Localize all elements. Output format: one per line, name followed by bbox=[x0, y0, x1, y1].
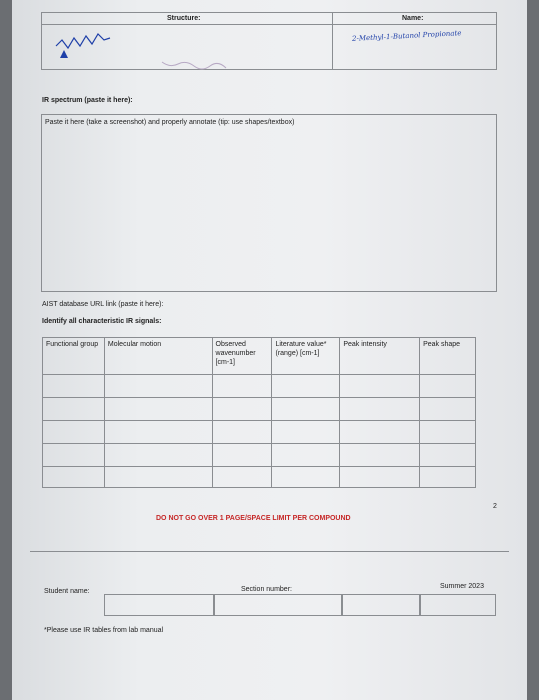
header-vertical-divider bbox=[332, 12, 333, 70]
table-row[interactable] bbox=[43, 398, 476, 421]
table-row[interactable] bbox=[43, 444, 476, 467]
ir-paste-instructions: Paste it here (take a screenshot) and properly annotate (tip: use shapes/textbox) bbox=[45, 119, 295, 126]
header-molecular-motion: Molecular motion bbox=[104, 338, 212, 375]
identify-signals-label: Identify all characteristic IR signals: bbox=[42, 318, 162, 325]
faint-pen-mark bbox=[160, 56, 230, 70]
document-page bbox=[12, 0, 527, 700]
compound-name-handwritten: 2-Methyl-1-Butanol Propionate bbox=[351, 29, 462, 43]
page-number: 2 bbox=[493, 503, 497, 510]
header-divider bbox=[41, 24, 497, 25]
table-row[interactable] bbox=[43, 467, 476, 488]
aist-url-label: AIST database URL link (paste it here): bbox=[42, 301, 164, 308]
student-name-label: Student name: bbox=[44, 588, 90, 595]
skeletal-structure-drawing bbox=[52, 28, 132, 58]
table-header-row bbox=[43, 338, 476, 375]
ir-signals-table bbox=[42, 337, 476, 488]
student-name-field[interactable] bbox=[104, 594, 214, 616]
structure-label: Structure: bbox=[167, 15, 201, 22]
table-row[interactable] bbox=[43, 375, 476, 398]
header-peak-shape: Peak shape bbox=[420, 338, 476, 375]
header-literature-value: Literature value* (range) [cm-1] bbox=[272, 338, 340, 375]
name-label: Name: bbox=[402, 15, 424, 22]
term-field[interactable] bbox=[342, 594, 420, 616]
header-peak-intensity: Peak intensity bbox=[340, 338, 420, 375]
section-number-field[interactable] bbox=[214, 594, 342, 616]
ir-spectrum-paste-box[interactable] bbox=[41, 114, 497, 292]
header-observed-wavenumber: Observed wavenumber [cm-1] bbox=[212, 338, 272, 375]
space-limit-warning: DO NOT GO OVER 1 PAGE/SPACE LIMIT PER COMPOUND bbox=[156, 515, 351, 522]
ir-spectrum-title: IR spectrum (paste it here): bbox=[42, 97, 133, 104]
extra-field[interactable] bbox=[420, 594, 496, 616]
footer-rule bbox=[30, 551, 509, 552]
term-label: Summer 2023 bbox=[440, 583, 484, 590]
ir-tables-note: *Please use IR tables from lab manual bbox=[44, 627, 164, 634]
header-functional-group: Functional group bbox=[43, 338, 105, 375]
section-number-label: Section number: bbox=[241, 586, 292, 593]
table-row[interactable] bbox=[43, 421, 476, 444]
